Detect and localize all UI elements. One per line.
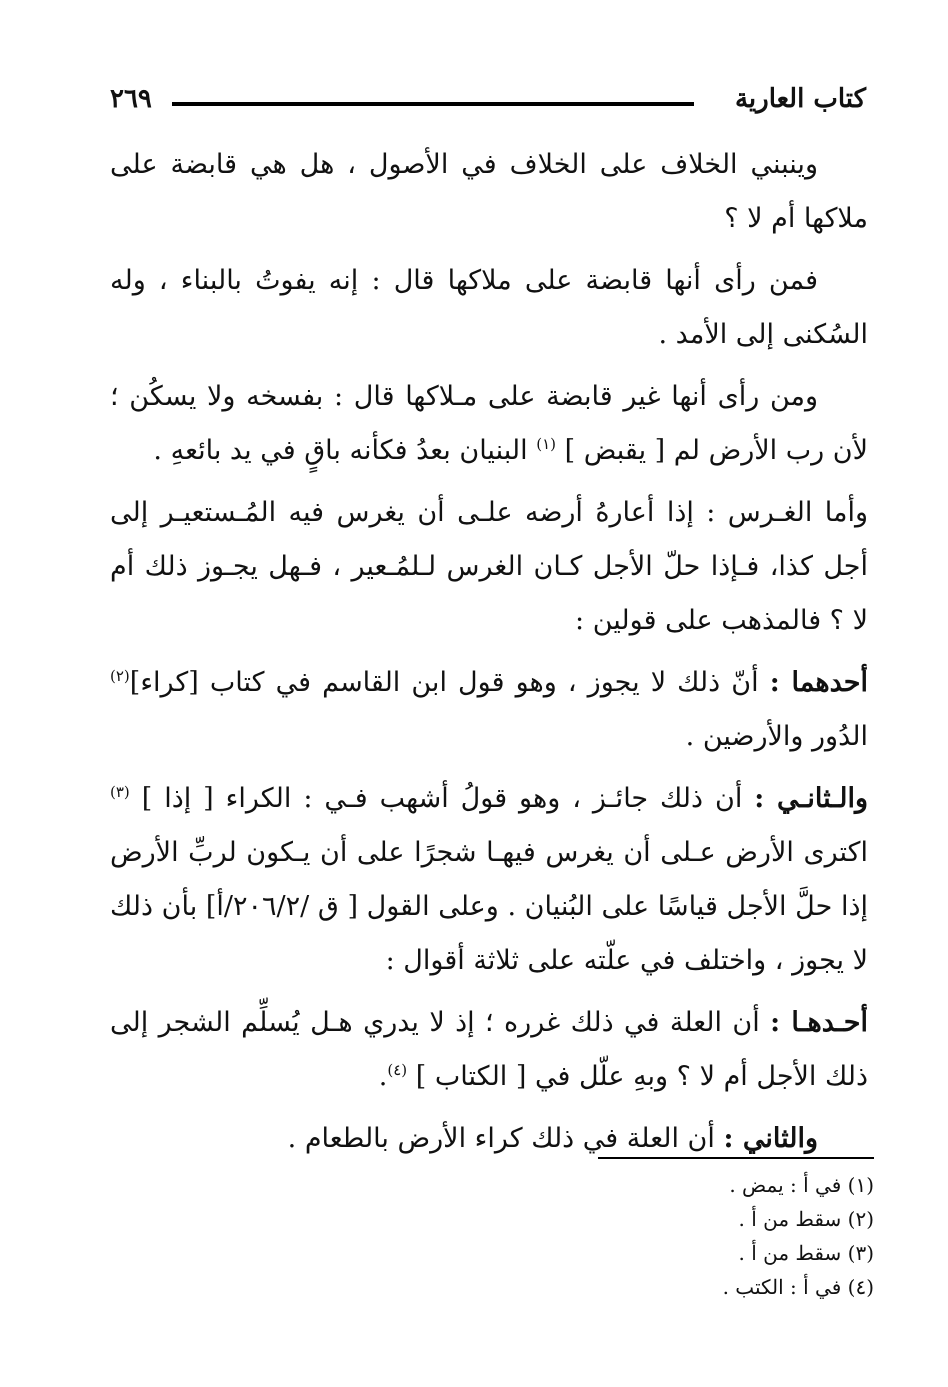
footnote-ref[interactable]: (٤) [387, 1061, 408, 1079]
paragraph: وأما الغـرس : إذا أعارهُ أرضه علـى أن يغرس فيه المُـستعيـر إلى أجل كذا، فـإذا حلّ الأجل كـان الغرس لـلمُـعير ، فـهل يجـوز ذلك أم لا ؟ فالمذهب على قولين : [110, 497, 868, 636]
paragraph: أحـدهـا : أن العلة في ذلك غرره ؛ إذ لا يدري هـل يُسلِّم الشجر إلى ذلك الأجل أم لا ؟ وبهِ علّل في [ الكتاب ] $^{(٤)}$. [110, 1007, 868, 1092]
paragraph: فمن رأى أنها قابضة على ملاكها قال : إنه يفوتُ بالبناء ، وله السُكنى إلى الأمد . [110, 265, 868, 350]
header-rule [172, 102, 694, 106]
page-number: ٢٦٩ [110, 84, 152, 114]
paragraph: وينبني الخلاف على الخلاف في الأصول ، هل هي قابضة على ملاكها أم لا ؟ [110, 149, 868, 234]
body-text [110, 138, 868, 1174]
footnote-ref[interactable]: (٢) [110, 667, 130, 685]
footnote: (٣) سقط من أ . [738, 1241, 874, 1265]
paragraph: أحدهما : أنّ ذلك لا يجوز ، وهو قول ابن القاسم في كتاب [كراء]$^{(٢)}$ الدُور والأرضين . [110, 667, 868, 752]
footnote-rule [598, 1157, 874, 1159]
paragraph-label: أحـدهـا : [770, 1007, 868, 1038]
book-title: كتاب العارية [734, 84, 866, 114]
page-header [110, 84, 866, 124]
footnotes [474, 1168, 874, 1304]
paragraph-label: والـثانـي : [754, 783, 868, 814]
paragraph: والـثانـي : أن ذلك جائـز ، وهو قولُ أشهب فـي : الكراء [ إذا ] $^{(٣)}$ اكترى الأرض عـلى أن يغرس فيهـا شجرًا على أن يـكون لربِّ الأرض إذا حلَّ الأجل قياسًا على البُنيان . وعلى القول [ ق /٢٠٦/٢/أ] بأن ذلك لا يجوز ، واختلف في علّته على ثلاثة أقوال : [110, 783, 868, 976]
paragraph-label: أحدهما : [769, 667, 868, 698]
footnote: (٤) في أ : الكتب . [722, 1275, 874, 1299]
footnote: (٢) سقط من أ . [738, 1207, 874, 1231]
footnote: (١) في أ : يمض . [729, 1173, 874, 1197]
footnote-ref[interactable]: (١) [536, 435, 556, 453]
paragraph-label: والثاني : [723, 1123, 818, 1154]
footnote-ref[interactable]: (٣) [110, 783, 130, 801]
paragraph: والثاني : أن العلة في ذلك كراء الأرض بالطعام . [287, 1123, 818, 1154]
paragraph: ومن رأى أنها غير قابضة على مـلاكها قال : بفسخه ولا يسكُن ؛ لأن رب الأرض لم [ يقبض ] $^{(١)}$ البنيان بعدُ فكأنه باقٍ في يد بائعهِ . [110, 381, 868, 466]
